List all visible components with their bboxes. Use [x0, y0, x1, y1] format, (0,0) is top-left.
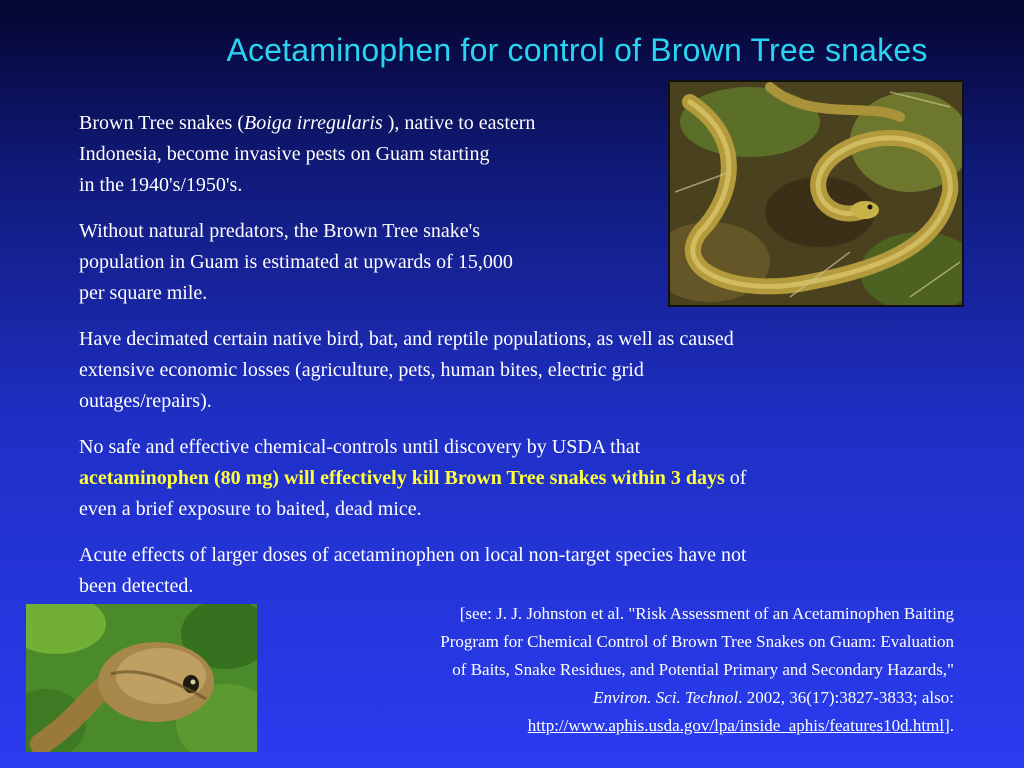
- slide-title: Acetaminophen for control of Brown Tree snakes: [226, 32, 928, 68]
- paragraph-damage-line-1: Have decimated certain native bird, bat, and reptile populations, as well as caused: [79, 328, 734, 350]
- paragraph-population-line-3: per square mile.: [79, 282, 208, 304]
- citation-link[interactable]: http://www.aphis.usda.gov/lpa/inside_aphis/features10d.html: [527, 716, 945, 735]
- paragraph-effects-line-2: been detected.: [79, 575, 194, 597]
- paragraph-origin-line-1: Brown Tree snakes (Boiga irregularis ), native to eastern: [79, 112, 536, 134]
- citation: [262, 600, 954, 740]
- paragraph-damage: [79, 324, 959, 417]
- paragraph-origin: [79, 108, 669, 201]
- paragraph-origin-line-3: in the 1940's/1950's.: [79, 174, 243, 196]
- paragraph-discovery-line-3: even a brief exposure to baited, dead mice.: [79, 498, 422, 520]
- paragraph-effects: [79, 540, 959, 602]
- paragraph-origin-line-2: Indonesia, become invasive pests on Guam starting: [79, 143, 490, 165]
- highlighted-finding: acetaminophen (80 mg) will effectively kill Brown Tree snakes within 3 days: [79, 467, 725, 489]
- snake-head-photo: [26, 604, 257, 752]
- paragraph-population-line-1: Without natural predators, the Brown Tree snake's: [79, 220, 481, 242]
- citation-line-4: Environ. Sci. Technol. 2002, 36(17):3827-3833; also:: [593, 688, 954, 707]
- paragraph-population-line-2: population in Guam is estimated at upwards of 15,000: [79, 251, 513, 273]
- species-name: Boiga irregularis: [244, 112, 383, 134]
- paragraph-population: [79, 216, 659, 309]
- citation-line-2: Program for Chemical Control of Brown Tree Snakes on Guam: Evaluation: [440, 632, 954, 651]
- citation-line-1: [see: J. J. Johnston et al. "Risk Assessment of an Acetaminophen Baiting: [459, 604, 954, 623]
- citation-journal: Environ. Sci. Technol: [593, 688, 739, 707]
- paragraph-discovery: [79, 432, 959, 525]
- brown-tree-snake-photo: [668, 80, 964, 307]
- citation-line-3: of Baits, Snake Residues, and Potential Primary and Secondary Hazards,": [452, 660, 954, 679]
- paragraph-effects-line-1: Acute effects of larger doses of acetaminophen on local non-target species have not: [79, 544, 747, 566]
- paragraph-damage-line-2: extensive economic losses (agriculture, pets, human bites, electric grid: [79, 359, 644, 381]
- paragraph-discovery-line-1: No safe and effective chemical-controls until discovery by USDA that: [79, 436, 641, 458]
- paragraph-damage-line-3: outages/repairs).: [79, 390, 212, 412]
- citation-line-5: http://www.aphis.usda.gov/lpa/inside_aphis/features10d.html].: [527, 716, 954, 735]
- paragraph-discovery-line-2: acetaminophen (80 mg) will effectively kill Brown Tree snakes within 3 days of: [79, 467, 747, 489]
